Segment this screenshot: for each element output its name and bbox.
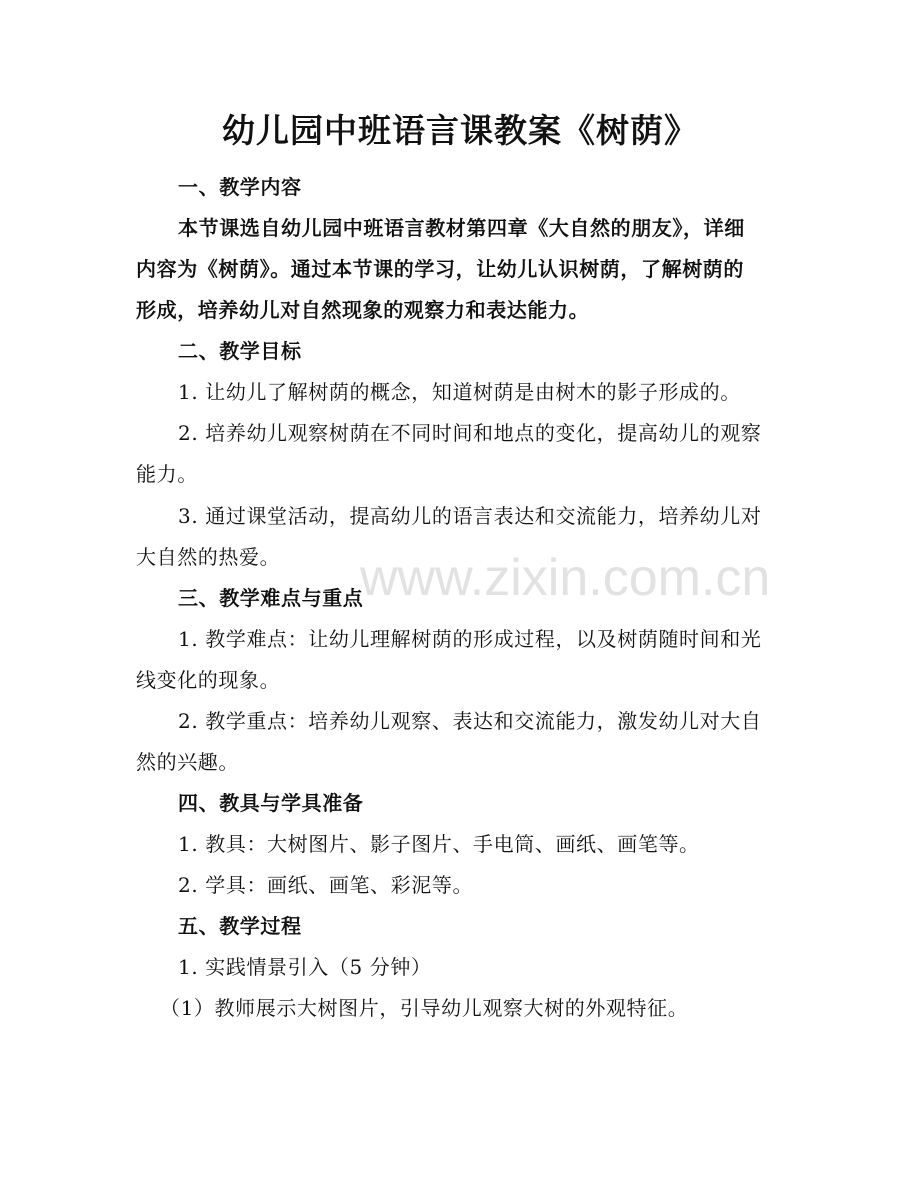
- list-item: 1. 教学难点：让幼儿理解树荫的形成过程，以及树荫随时间和光: [178, 627, 762, 651]
- section-paragraph-line: 本节课选自幼儿园中班语言教材第四章《大自然的朋友》，详细: [178, 216, 745, 240]
- list-item: 2. 教学重点：培养幼儿观察、表达和交流能力，激发幼儿对大自: [178, 709, 762, 733]
- list-item-continuation: 大自然的热爱。: [136, 545, 281, 569]
- list-item: 2. 学具：画纸、画笔、彩泥等。: [178, 873, 474, 897]
- list-item: 1. 实践情景引入（5 分钟）: [178, 955, 432, 979]
- list-item-continuation: 线变化的现象。: [136, 668, 281, 692]
- section-heading-process: 五、教学过程: [178, 914, 302, 938]
- section-heading-key-points: 三、教学难点与重点: [178, 586, 364, 610]
- section-paragraph-line: 形成，培养幼儿对自然现象的观察力和表达能力。: [136, 298, 590, 322]
- section-paragraph-line: 内容为《树荫》。通过本节课的学习，让幼儿认识树荫，了解树荫的: [136, 257, 744, 281]
- watermark: www.zixin.com.cn: [360, 549, 771, 607]
- page-title: 幼儿园中班语言课教案《树荫》: [222, 111, 698, 150]
- section-heading-materials: 四、教具与学具准备: [178, 791, 364, 815]
- section-heading-objectives: 二、教学目标: [178, 339, 302, 363]
- list-item: 2. 培养幼儿观察树荫在不同时间和地点的变化，提高幼儿的观察: [178, 421, 762, 445]
- list-item: 1. 让幼儿了解树荫的概念，知道树荫是由树木的影子形成的。: [178, 380, 741, 404]
- section-heading-content: 一、教学内容: [178, 175, 302, 199]
- list-item-continuation: 然的兴趣。: [136, 750, 239, 774]
- list-item: 3. 通过课堂活动，提高幼儿的语言表达和交流能力，培养幼儿对: [178, 504, 762, 528]
- list-item: 1. 教具：大树图片、影子图片、手电筒、画纸、画笔等。: [178, 832, 700, 856]
- list-item-continuation: 能力。: [136, 462, 198, 486]
- sub-list-item: （1）教师展示大树图片，引导幼儿观察大树的外观特征。: [160, 996, 689, 1020]
